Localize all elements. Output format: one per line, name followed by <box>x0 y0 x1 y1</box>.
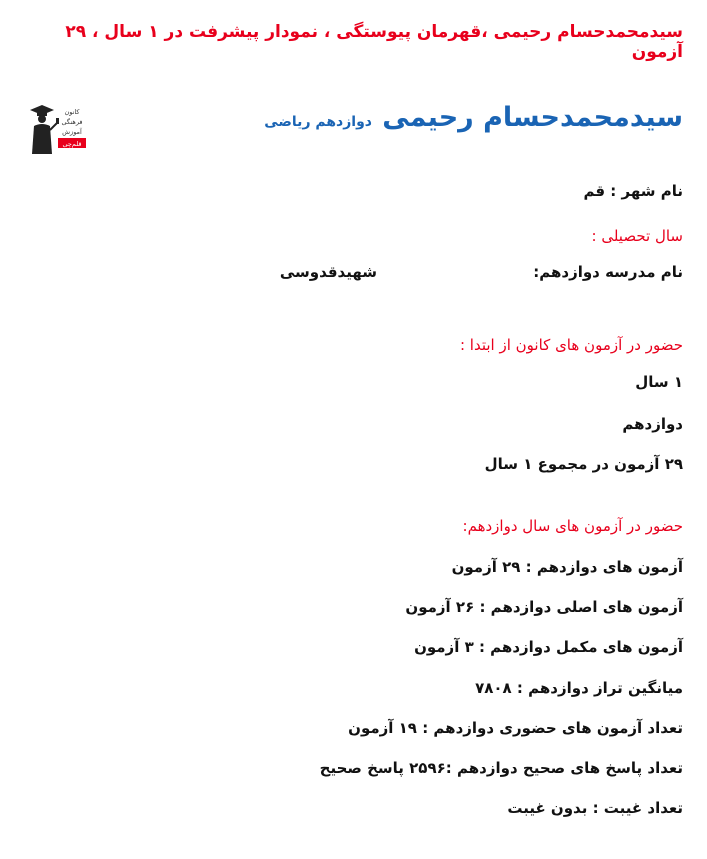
grade12-line: آزمون های دوازدهم : ۲۹ آزمون <box>451 558 683 576</box>
grade12-line: آزمون های مکمل دوازدهم : ۳ آزمون <box>414 638 683 656</box>
school-label: نام مدرسه دوازدهم: <box>533 263 683 281</box>
school-value: شهیدقدوسی <box>279 263 377 281</box>
grade-field: دوازدهم ریاضی <box>264 114 372 130</box>
grade12-line: آزمون های اصلی دوازدهم : ۲۶ آزمون <box>405 598 683 616</box>
attendance-heading: حضور در آزمون های کانون از ابتدا : <box>459 336 683 354</box>
grade12-line: تعداد آزمون های حضوری دوازدهم : ۱۹ آزمون <box>348 719 683 737</box>
kanoon-logo <box>28 96 90 156</box>
logo-line-2: فرهنگی <box>61 118 83 126</box>
city-line: نام شهر : قم <box>583 182 683 200</box>
grade12-line: تعداد پاسخ های صحیح دوازدهم :۲۵۹۶ پاسخ صحیح <box>319 759 683 777</box>
page-header-title: سیدمحمدحسام رحیمی ،قهرمان پیوستگی ، نمودار پیشرفت در ۱ سال ، ۲۹ آزمون <box>65 22 683 62</box>
logo-line-4: قلم‌چی <box>62 140 82 148</box>
grade12-line: تعداد غیبت : بدون غیبت <box>507 799 683 817</box>
academic-year-label: سال تحصیلی : <box>591 227 683 245</box>
attendance-years: ۱ سال <box>635 373 683 391</box>
attendance-grade: دوازدهم <box>622 415 683 433</box>
logo-line-1: کانون <box>64 108 80 116</box>
grade12-heading: حضور در آزمون های سال دوازدهم: <box>462 517 683 535</box>
logo-line-3: آموزش <box>62 128 82 136</box>
attendance-total: ۲۹ آزمون در مجموع ۱ سال <box>484 455 683 473</box>
student-name: سیدمحمدحسام رحیمی <box>382 102 683 133</box>
grade12-line: میانگین تراز دوازدهم : ۷۸۰۸ <box>475 679 683 697</box>
